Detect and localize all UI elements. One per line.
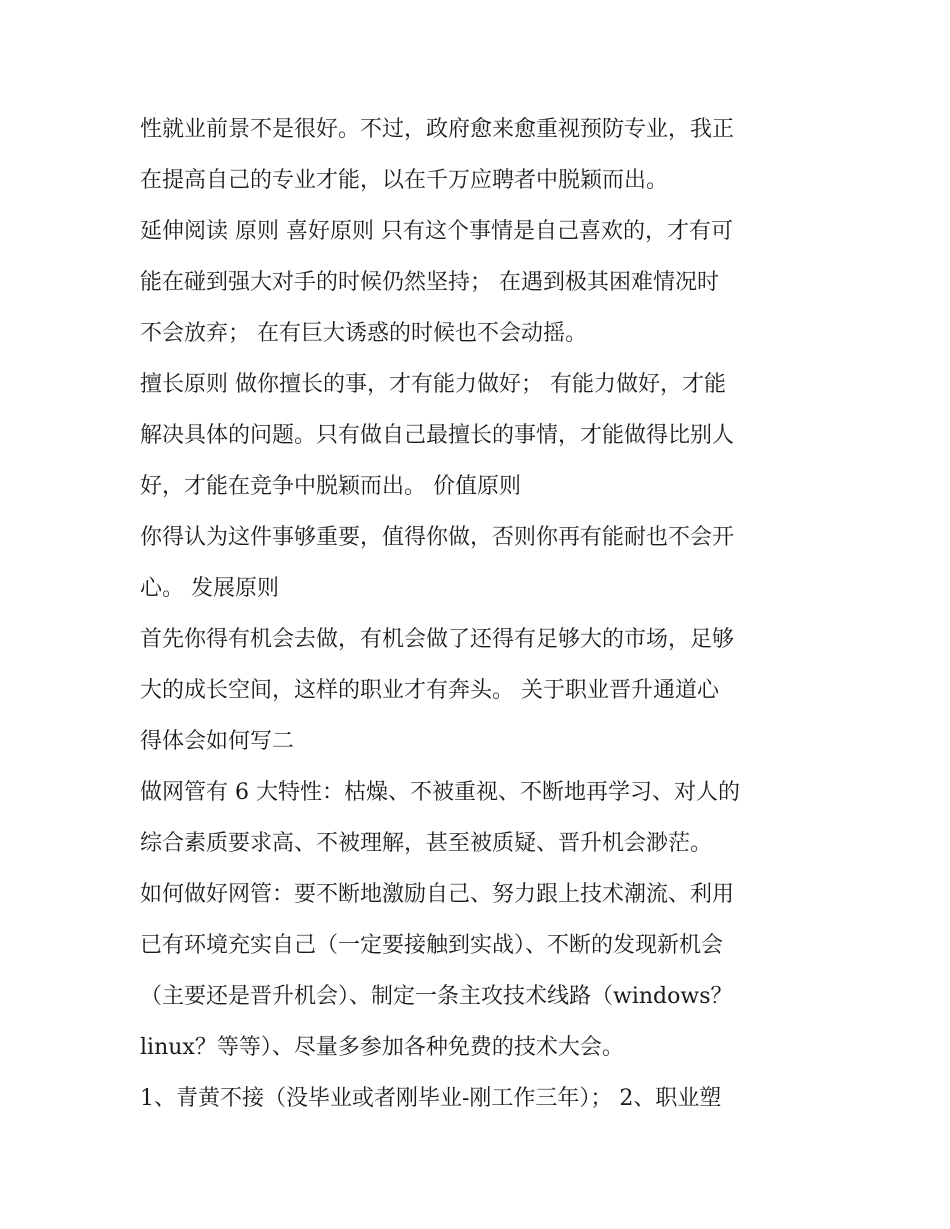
document-body xyxy=(140,104,820,1124)
text-line: 大的成长空间，这样的职业才有奔头。 关于职业晋升通道心 xyxy=(140,678,719,703)
text-line: 心。 发展原则 xyxy=(140,576,279,601)
text-line: 做网管有 6 大特性：枯燥、不被重视、不断地再学习、对人的 xyxy=(140,780,740,805)
text-line: 能在碰到强大对手的时候仍然坚持； 在遇到极其困难情况时 xyxy=(140,270,719,295)
text-line: 延伸阅读 原则 喜好原则 只有这个事情是自己喜欢的，才有可 xyxy=(140,219,733,244)
text-line: 你得认为这件事够重要，值得你做，否则你再有能耐也不会开 xyxy=(140,525,735,550)
text-line: 擅长原则 做你擅长的事，才有能力做好； 有能力做好，才能 xyxy=(140,372,726,397)
text-line: 已有环境充实自己（一定要接触到实战）、不断的发现新机会 xyxy=(140,933,724,958)
text-line: 性就业前景不是很好。不过，政府愈来愈重视预防专业，我正 xyxy=(140,117,735,142)
text-line: 综合素质要求高、不被理解，甚至被质疑、晋升机会渺茫。 xyxy=(140,831,713,856)
text-line: 解决具体的问题。只有做自己最擅长的事情，才能做得比别人 xyxy=(140,423,735,448)
text-line: 如何做好网管：要不断地激励自己、努力跟上技术潮流、利用 xyxy=(140,882,735,907)
text-line: 首先你得有机会去做，有机会做了还得有足够大的市场，足够 xyxy=(140,627,735,652)
text-line: linux？等等）、尽量多参加各种免费的技术大会。 xyxy=(140,1035,624,1060)
text-line: 1、青黄不接（没毕业或者刚毕业-刚工作三年）； 2、职业塑 xyxy=(140,1086,722,1111)
text-line: 得体会如何写二 xyxy=(140,729,295,754)
text-line: 好，才能在竞争中脱颖而出。 价值原则 xyxy=(140,474,521,499)
text-line: 在提高自己的专业才能，以在千万应聘者中脱颖而出。 xyxy=(140,168,669,193)
text-line: 不会放弃； 在有巨大诱惑的时候也不会动摇。 xyxy=(140,321,587,346)
text-line: （主要还是晋升机会）、制定一条主攻技术线路（windows？ xyxy=(140,984,733,1009)
